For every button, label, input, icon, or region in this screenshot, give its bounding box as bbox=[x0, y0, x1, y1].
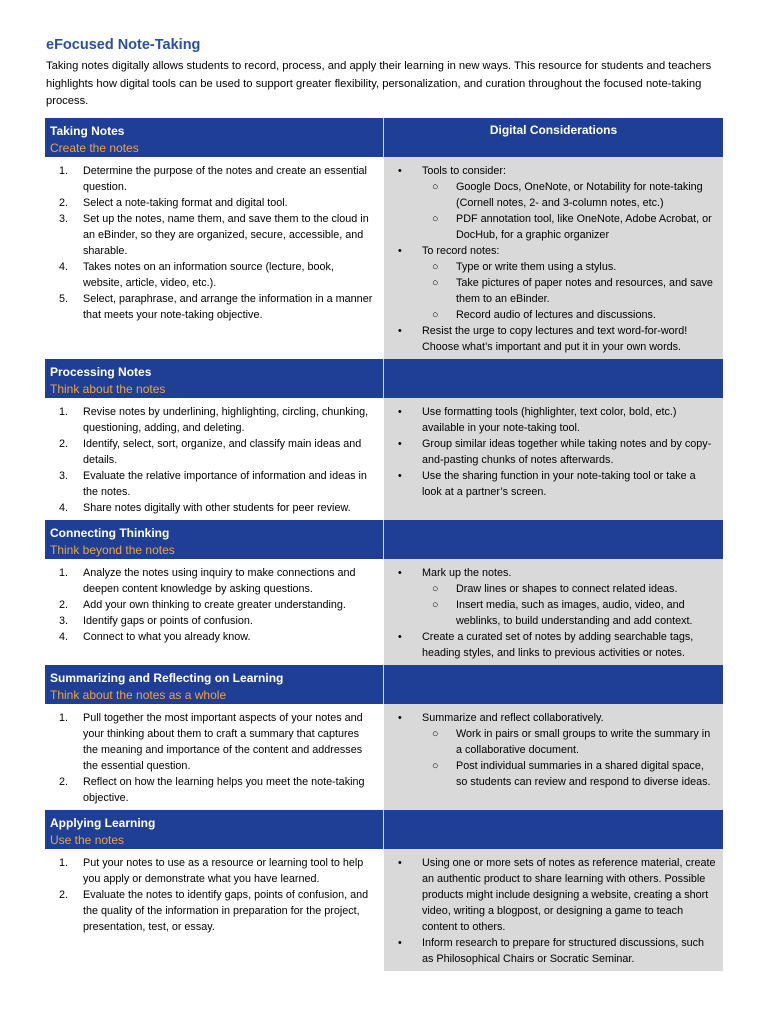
consideration-main-text: Group similar ideas together while taking notes and by copy-and-pasting chunks of notes afterwards. bbox=[422, 438, 712, 466]
sub-bullet-text: Type or write them using a stylus. bbox=[456, 261, 617, 273]
bullet-icon: • bbox=[398, 857, 402, 869]
step-item bbox=[59, 629, 374, 645]
sub-bullet-text: Post individual summaries in a shared digital space, so students can review and respond to diverse ideas. bbox=[456, 760, 711, 788]
steps-cell bbox=[45, 559, 384, 665]
step-item bbox=[59, 597, 374, 613]
considerations-cell bbox=[384, 559, 723, 665]
consideration-text bbox=[422, 710, 717, 790]
section-header bbox=[45, 810, 384, 849]
step-text: Put your notes to use as a resource or learning tool to help you apply or demonstrate what you have learned. bbox=[83, 857, 364, 885]
step-text: Determine the purpose of the notes and create an essential question. bbox=[83, 165, 367, 193]
step-number: 4. bbox=[59, 631, 69, 643]
consideration-text bbox=[422, 935, 717, 967]
steps-cell bbox=[45, 157, 384, 359]
circle-bullet-icon: ○ bbox=[432, 261, 439, 273]
considerations-cell bbox=[384, 849, 723, 971]
step-item bbox=[59, 855, 374, 887]
bullet-icon: • bbox=[398, 567, 402, 579]
consideration-item bbox=[398, 436, 717, 468]
step-text: Evaluate the notes to identify gaps, points of confusion, and the quality of the information in preparation for the project, presentation, test, or essay. bbox=[83, 889, 369, 933]
consideration-main-text: Use the sharing function in your note-taking tool or take a look at a partner’s screen. bbox=[422, 470, 696, 498]
step-item bbox=[59, 565, 374, 597]
step-text: Share notes digitally with other students for peer review. bbox=[83, 502, 351, 514]
section-title: Processing Notes bbox=[50, 365, 152, 379]
consideration-text bbox=[422, 629, 717, 661]
step-number: 1. bbox=[59, 406, 69, 418]
sub-bullet-text: Record audio of lectures and discussions. bbox=[456, 309, 656, 321]
step-number: 2. bbox=[59, 776, 69, 788]
steps-list bbox=[59, 710, 374, 806]
step-text: Identify, select, sort, organize, and classify main ideas and details. bbox=[83, 438, 362, 466]
steps-list bbox=[59, 163, 374, 323]
bullet-icon: • bbox=[398, 406, 402, 418]
circle-bullet-icon: ○ bbox=[432, 213, 439, 225]
section-header bbox=[45, 118, 384, 157]
section-subtitle: Create the notes bbox=[50, 141, 139, 155]
section-header-right bbox=[384, 118, 723, 157]
bullet-icon: • bbox=[398, 325, 402, 337]
considerations-list bbox=[398, 404, 717, 500]
step-number: 4. bbox=[59, 261, 69, 273]
step-item bbox=[59, 404, 374, 436]
step-item bbox=[59, 774, 374, 806]
step-number: 1. bbox=[59, 567, 69, 579]
bullet-icon: • bbox=[398, 937, 402, 949]
consideration-item bbox=[398, 710, 717, 790]
bullet-icon: • bbox=[398, 712, 402, 724]
steps-list bbox=[59, 404, 374, 516]
bullet-icon: • bbox=[398, 470, 402, 482]
step-item bbox=[59, 436, 374, 468]
step-item bbox=[59, 500, 374, 516]
section-header-right bbox=[384, 359, 723, 398]
step-number: 3. bbox=[59, 213, 69, 225]
section-header-right bbox=[384, 810, 723, 849]
consideration-item bbox=[398, 243, 717, 323]
consideration-main-text: Resist the urge to copy lectures and text word-for-word! Choose what’s important and put it in your own words. bbox=[422, 325, 688, 353]
steps-cell bbox=[45, 398, 384, 520]
step-text: Pull together the most important aspects of your notes and your thinking about them to craft a summary that captures the meaning and importance of the content and addresses the essential question. bbox=[83, 712, 363, 772]
step-item bbox=[59, 211, 374, 259]
circle-bullet-icon: ○ bbox=[432, 181, 439, 193]
consideration-item bbox=[398, 323, 717, 355]
section-header-right bbox=[384, 665, 723, 704]
section-header bbox=[45, 520, 384, 559]
steps-cell bbox=[45, 704, 384, 810]
consideration-text bbox=[422, 565, 717, 629]
step-text: Revise notes by underlining, highlighting, circling, chunking, questioning, adding, and deleting. bbox=[83, 406, 369, 434]
bullet-icon: • bbox=[398, 631, 402, 643]
step-text: Reflect on how the learning helps you meet the note-taking objective. bbox=[83, 776, 365, 804]
section-title: Applying Learning bbox=[50, 816, 156, 830]
step-item bbox=[59, 259, 374, 291]
step-text: Connect to what you already know. bbox=[83, 631, 251, 643]
step-text: Set up the notes, name them, and save them to the cloud in an eBinder, so they are organized, secure, accessible, and sharable. bbox=[83, 213, 369, 257]
consideration-item bbox=[398, 935, 717, 967]
step-text: Add your own thinking to create greater understanding. bbox=[83, 599, 346, 611]
consideration-item bbox=[398, 163, 717, 243]
section-title: Summarizing and Reflecting on Learning bbox=[50, 671, 284, 685]
step-item bbox=[59, 710, 374, 774]
circle-bullet-icon: ○ bbox=[432, 728, 439, 740]
step-text: Select, paraphrase, and arrange the information in a manner that meets your note-taking objective. bbox=[83, 293, 373, 321]
page-title: eFocused Note-Taking bbox=[46, 37, 201, 53]
consideration-item bbox=[398, 855, 717, 935]
section-title: Taking Notes bbox=[50, 124, 125, 138]
consideration-text bbox=[422, 855, 717, 935]
section-header-right bbox=[384, 520, 723, 559]
consideration-main-text: Using one or more sets of notes as reference material, create an authentic product to share learning with others. Possible products might include designing a website, creating a short video, writing a blogpost, or designing a game to teach content to others. bbox=[422, 857, 716, 933]
sub-bullet-list bbox=[422, 259, 717, 323]
consideration-text bbox=[422, 163, 717, 243]
step-text: Identify gaps or points of confusion. bbox=[83, 615, 253, 627]
sub-bullet-item bbox=[422, 726, 717, 758]
section-title: Connecting Thinking bbox=[50, 526, 170, 540]
consideration-text bbox=[422, 243, 717, 323]
step-number: 2. bbox=[59, 889, 69, 901]
consideration-main-text: Mark up the notes. bbox=[422, 567, 512, 579]
circle-bullet-icon: ○ bbox=[432, 583, 439, 595]
considerations-cell bbox=[384, 157, 723, 359]
step-text: Analyze the notes using inquiry to make connections and deepen content knowledge by asking questions. bbox=[83, 567, 356, 595]
considerations-cell bbox=[384, 704, 723, 810]
steps-list bbox=[59, 855, 374, 935]
sub-bullet-item bbox=[422, 259, 717, 275]
step-item bbox=[59, 291, 374, 323]
step-item bbox=[59, 195, 374, 211]
consideration-main-text: To record notes: bbox=[422, 245, 500, 257]
step-number: 1. bbox=[59, 165, 69, 177]
sub-bullet-text: PDF annotation tool, like OneNote, Adobe Acrobat, or DocHub, for a graphic organizer bbox=[456, 213, 712, 241]
consideration-main-text: Tools to consider: bbox=[422, 165, 507, 177]
section-subtitle: Think beyond the notes bbox=[50, 543, 175, 557]
consideration-text bbox=[422, 323, 717, 355]
consideration-main-text: Summarize and reflect collaboratively. bbox=[422, 712, 604, 724]
consideration-item bbox=[398, 468, 717, 500]
sub-bullet-item bbox=[422, 307, 717, 323]
sub-bullet-text: Take pictures of paper notes and resources, and save them to an eBinder. bbox=[456, 277, 713, 305]
circle-bullet-icon: ○ bbox=[432, 277, 439, 289]
sub-bullet-text: Insert media, such as images, audio, video, and weblinks, to build understanding and add context. bbox=[456, 599, 693, 627]
step-number: 1. bbox=[59, 712, 69, 724]
sub-bullet-text: Work in pairs or small groups to write the summary in a collaborative document. bbox=[456, 728, 711, 756]
consideration-item bbox=[398, 565, 717, 629]
section-header bbox=[45, 665, 384, 704]
steps-cell bbox=[45, 849, 384, 971]
step-number: 2. bbox=[59, 197, 69, 209]
step-item bbox=[59, 163, 374, 195]
considerations-cell bbox=[384, 398, 723, 520]
step-number: 3. bbox=[59, 470, 69, 482]
consideration-main-text: Create a curated set of notes by adding searchable tags, heading styles, and links to previous activities or notes. bbox=[422, 631, 694, 659]
sub-bullet-item bbox=[422, 211, 717, 243]
consideration-text bbox=[422, 404, 717, 436]
consideration-text bbox=[422, 468, 717, 500]
sub-bullet-text: Draw lines or shapes to connect related ideas. bbox=[456, 583, 678, 595]
step-number: 1. bbox=[59, 857, 69, 869]
sub-bullet-list bbox=[422, 179, 717, 243]
step-number: 5. bbox=[59, 293, 69, 305]
sub-bullet-list bbox=[422, 581, 717, 629]
section-header bbox=[45, 359, 384, 398]
bullet-icon: • bbox=[398, 245, 402, 257]
sub-bullet-item bbox=[422, 581, 717, 597]
sub-bullet-text: Google Docs, OneNote, or Notability for note-taking (Cornell notes, 2- and 3-column notes, etc.) bbox=[456, 181, 703, 209]
sub-bullet-item bbox=[422, 179, 717, 211]
considerations-list bbox=[398, 163, 717, 355]
consideration-main-text: Inform research to prepare for structured discussions, such as Philosophical Chairs or Socratic Seminar. bbox=[422, 937, 705, 965]
step-item bbox=[59, 468, 374, 500]
bullet-icon: • bbox=[398, 165, 402, 177]
bullet-icon: • bbox=[398, 438, 402, 450]
consideration-text bbox=[422, 436, 717, 468]
sub-bullet-item bbox=[422, 597, 717, 629]
step-number: 2. bbox=[59, 438, 69, 450]
step-number: 3. bbox=[59, 615, 69, 627]
intro-paragraph: Taking notes digitally allows students to record, process, and apply their learning in new ways. This resource for students and teachers highlights how digital tools can be used to support greater flexibility, personalization, and curation throughout the focused note-taking process. bbox=[46, 60, 712, 107]
digital-considerations-heading: Digital Considerations bbox=[489, 123, 618, 137]
step-number: 4. bbox=[59, 502, 69, 514]
circle-bullet-icon: ○ bbox=[432, 760, 439, 772]
considerations-list bbox=[398, 855, 717, 967]
step-item bbox=[59, 887, 374, 935]
step-text: Evaluate the relative importance of information and ideas in the notes. bbox=[83, 470, 367, 498]
steps-list bbox=[59, 565, 374, 645]
circle-bullet-icon: ○ bbox=[432, 599, 439, 611]
circle-bullet-icon: ○ bbox=[432, 309, 439, 321]
considerations-list bbox=[398, 710, 717, 790]
sub-bullet-item bbox=[422, 758, 717, 790]
section-subtitle: Think about the notes bbox=[50, 382, 166, 396]
section-subtitle: Think about the notes as a whole bbox=[50, 688, 227, 702]
considerations-list bbox=[398, 565, 717, 661]
consideration-main-text: Use formatting tools (highlighter, text color, bold, etc.) available in your note-taking tool. bbox=[422, 406, 677, 434]
step-item bbox=[59, 613, 374, 629]
step-text: Takes notes on an information source (lecture, book, website, article, video, etc.). bbox=[83, 261, 334, 289]
consideration-item bbox=[398, 404, 717, 436]
note-taking-table bbox=[45, 118, 723, 971]
section-subtitle: Use the notes bbox=[50, 833, 125, 847]
step-number: 2. bbox=[59, 599, 69, 611]
consideration-item bbox=[398, 629, 717, 661]
step-text: Select a note-taking format and digital tool. bbox=[83, 197, 288, 209]
sub-bullet-item bbox=[422, 275, 717, 307]
sub-bullet-list bbox=[422, 726, 717, 790]
